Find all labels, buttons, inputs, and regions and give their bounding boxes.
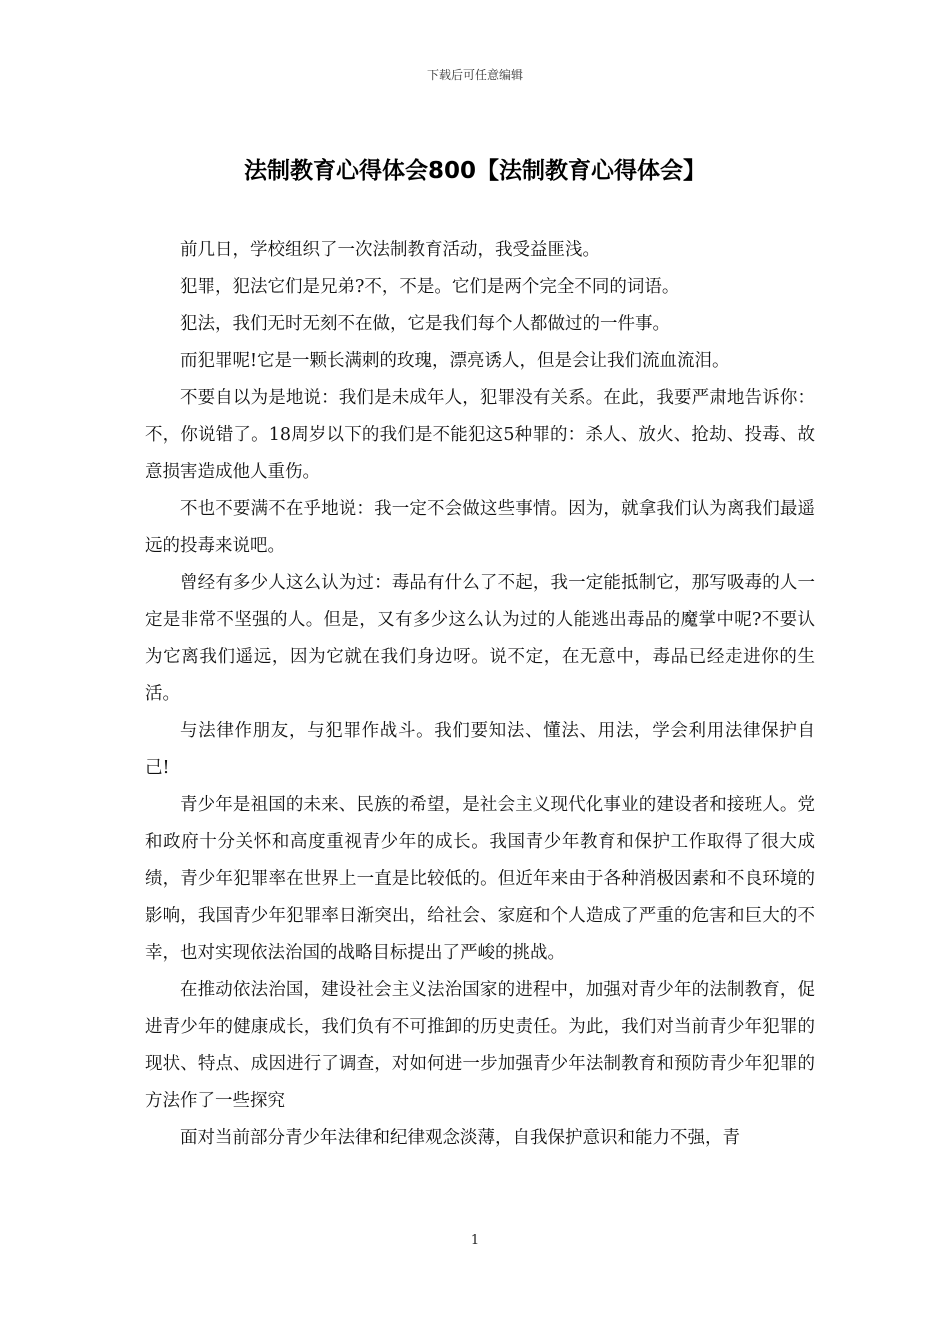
paragraph: 前几日，学校组织了一次法制教育活动，我受益匪浅。 (180, 240, 600, 260)
paragraph: 面对当前部分青少年法律和纪律观念淡薄，自我保护意识和能力不强，青 (180, 1128, 740, 1148)
page-header-note: 下载后可任意编辑 (426, 68, 523, 82)
paragraph: 不也不要满不在乎地说：我一定不会做这些事情。因为，就拿我们认为离我们最遥远的投毒来说吧。 (145, 499, 815, 556)
page-number: 1 (470, 1233, 480, 1248)
paragraph: 在推动依法治国，建设社会主义法治国家的进程中，加强对青少年的法制教育，促进青少年的健康成长，我们负有不可推卸的历史责任。为此，我们对当前青少年犯罪的现状、特点、成因进行了调查，对如何进一步加强青少年法制教育和预防青少年犯罪的方法作了一些探究 (145, 980, 815, 1111)
paragraph: 不要自以为是地说：我们是未成年人，犯罪没有关系。在此，我要严肃地告诉你：不，你说错了。18周岁以下的我们是不能犯这5种罪的：杀人、放火、抢劫、投毒、故意损害造成他人重伤。 (145, 388, 815, 482)
paragraph: 犯法，我们无时无刻不在做，它是我们每个人都做过的一件事。 (180, 314, 670, 334)
paragraph: 犯罪，犯法它们是兄弟?不，不是。它们是两个完全不同的词语。 (180, 277, 680, 297)
document-body (145, 232, 815, 1157)
paragraph: 青少年是祖国的未来、民族的希望，是社会主义现代化事业的建设者和接班人。党和政府十分关怀和高度重视青少年的成长。我国青少年教育和保护工作取得了很大成绩，青少年犯罪率在世界上一直是比较低的。但近年来由于各种消极因素和不良环境的影响，我国青少年犯罪率日渐突出，给社会、家庭和个人造成了严重的危害和巨大的不幸，也对实现依法治国的战略目标提出了严峻的挑战。 (145, 795, 815, 963)
paragraph: 与法律作朋友，与犯罪作战斗。我们要知法、懂法、用法，学会利用法律保护自己! (145, 721, 815, 778)
paragraph: 而犯罪呢!它是一颗长满刺的玫瑰，漂亮诱人，但是会让我们流血流泪。 (180, 351, 730, 371)
paragraph: 曾经有多少人这么认为过：毒品有什么了不起，我一定能抵制它，那写吸毒的人一定是非常不坚强的人。但是，又有多少这么认为过的人能逃出毒品的魔掌中呢?不要认为它离我们遥远，因为它就在我们身边呀。说不定，在无意中，毒品已经走进你的生活。 (145, 573, 815, 704)
document-title: 法制教育心得体会800【法制教育心得体会】 (243, 158, 706, 184)
